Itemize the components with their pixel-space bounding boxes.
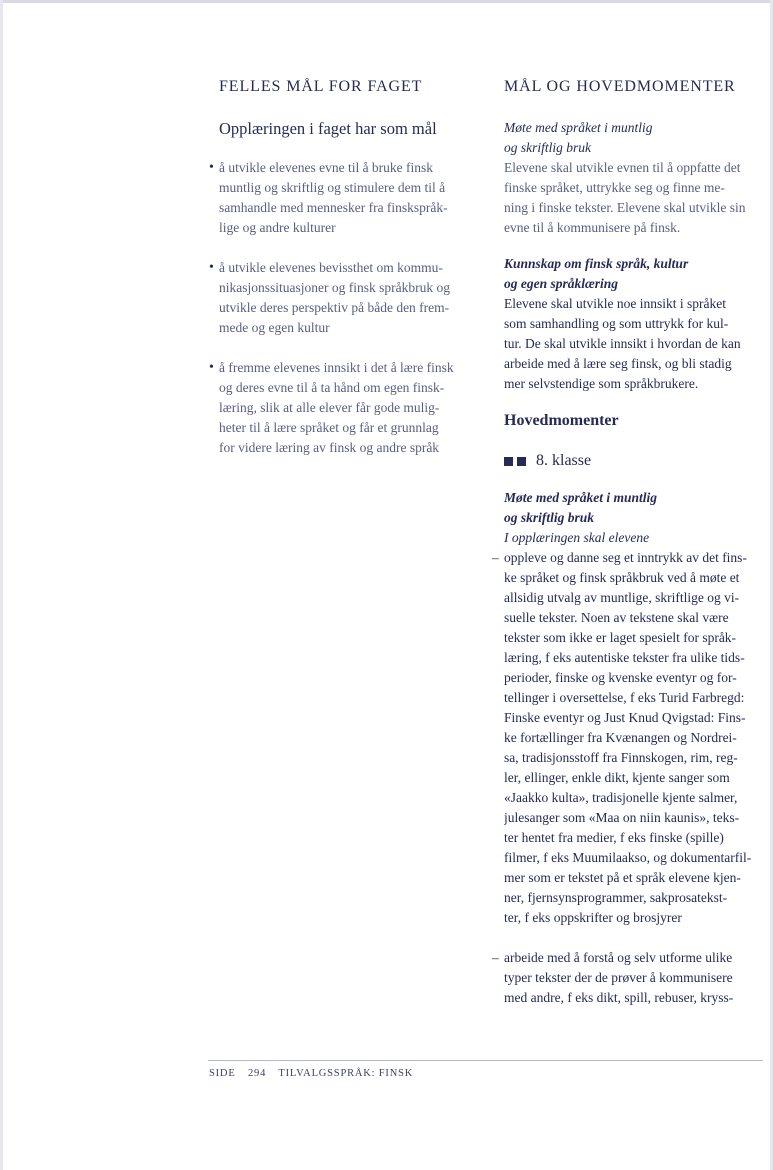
text-line: mer som er tekstet på et språk elevene kjen- <box>504 870 741 885</box>
goal-language-knowledge <box>504 254 759 394</box>
dash-list-item <box>492 548 759 928</box>
footer-subject: TILVALGSSPRÅK: FINSK <box>278 1068 414 1079</box>
intro-heading: Opplæringen i faget har som mål <box>219 119 437 138</box>
text-line: lige og andre kulturer <box>219 220 336 235</box>
text-line: mer selvstendige som språkbrukere. <box>504 376 699 391</box>
dash-list-item <box>492 948 759 1008</box>
goal-title: og egen språklæring <box>504 276 619 291</box>
footer-rule <box>208 1060 763 1061</box>
goal-bullet-list <box>209 158 477 458</box>
square-bullet-icon <box>504 457 513 466</box>
text-line: arbeide med å lære seg finsk, og bli stadig <box>504 356 732 371</box>
text-line: ke språket og finsk språkbruk ved å møte et <box>504 570 740 585</box>
section-heading-felles-mal: FELLES MÅL FOR FAGET <box>219 78 423 95</box>
text-line: suelle tekster. Noen av tekstene skal være <box>504 610 729 625</box>
moment-title: og skriftlig bruk <box>504 510 595 525</box>
text-line: ter, f eks oppskrifter og brosjyrer <box>504 910 682 925</box>
right-column <box>492 76 759 1028</box>
goal-oral-written <box>504 118 759 238</box>
text-line: Elevene skal utvikle evnen til å oppfatte det <box>504 160 741 175</box>
text-line: tekster som ikke er laget spesielt for språk- <box>504 630 737 645</box>
left-page-edge <box>0 0 3 1170</box>
text-line: allsidig utvalg av muntlige, skriftlige og vi- <box>504 590 740 605</box>
text-line: å utvikle elevenes bevissthet om kommu- <box>219 260 443 275</box>
grade-label: 8. klasse <box>536 452 592 469</box>
text-line: «Jaakko kulta», tradisjonelle kjente salmer, <box>504 790 738 805</box>
text-line: samhandle med mennesker fra finskspråk- <box>219 200 448 215</box>
hovedmomenter-heading: Hovedmomenter <box>504 412 619 429</box>
text-line: ler, ellinger, enkle dikt, kjente sanger som <box>504 770 730 785</box>
text-line: som samhandling og som uttrykk for kul- <box>504 316 729 331</box>
text-line: julesanger som «Maa on niin kaunis», teks- <box>504 810 740 825</box>
text-line: ter hentet fra medier, f eks finske (spille) <box>504 830 724 845</box>
grade-heading <box>504 450 759 472</box>
text-line: muntlig og skriftlig og stimulere dem til å <box>219 180 446 195</box>
text-line: utvikle deres perspektiv på både den frem- <box>219 300 450 315</box>
text-line: arbeide med å forstå og selv utforme ulike <box>504 950 733 965</box>
section-heading-mal-og-hovedmomenter: MÅL OG HOVEDMOMENTER <box>504 78 736 95</box>
top-border <box>0 0 773 3</box>
text-line: mede og egen kultur <box>219 320 330 335</box>
text-line: filmer, f eks Muumilaakso, og dokumentarfil- <box>504 850 752 865</box>
bullet-icon: • <box>209 260 214 275</box>
goal-bullet <box>209 358 477 458</box>
text-line: evne til å kommunisere på finsk. <box>504 220 681 235</box>
left-column <box>209 76 477 478</box>
bullet-icon: • <box>209 360 214 375</box>
text-line: perioder, finske og kvenske eventyr og for- <box>504 670 737 685</box>
text-line: læring, slik at alle elever får gode mulig- <box>219 400 440 415</box>
text-line: med andre, f eks dikt, spill, rebuser, kryss- <box>504 990 734 1005</box>
text-line: oppleve og danne seg et inntrykk av det fins- <box>504 550 747 565</box>
text-line: ning i finske tekster. Elevene skal utvikle sin <box>504 200 746 215</box>
moment-intro: I opplæringen skal elevene <box>504 530 650 545</box>
page-footer <box>209 1068 422 1079</box>
text-line: Finske eventyr og Just Knud Qvigstad: Fins- <box>504 710 746 725</box>
text-line: nikasjonssituasjoner og finsk språkbruk og <box>219 280 450 295</box>
text-line: sa, tradisjonsstoff fra Finnskogen, rim, reg- <box>504 750 738 765</box>
text-line: for videre læring av finsk og andre språk <box>219 440 440 455</box>
text-line: Elevene skal utvikle noe innsikt i språket <box>504 296 726 311</box>
goal-bullet <box>209 158 477 238</box>
goal-title: Kunnskap om finsk språk, kultur <box>504 256 689 271</box>
page-number: 294 <box>247 1068 267 1079</box>
text-line: ke fortællinger fra Kvænangen og Nordrei- <box>504 730 737 745</box>
text-line: og deres evne til å ta hånd om egen finsk- <box>219 380 445 395</box>
square-bullet-icon <box>517 457 526 466</box>
dash-bullet-icon: – <box>492 550 499 565</box>
text-line: heter til å lære språket og får et grunnlag <box>219 420 439 435</box>
goal-bullet <box>209 258 477 338</box>
footer-side-label: SIDE <box>209 1068 236 1079</box>
text-line: å fremme elevenes innsikt i det å lære finsk <box>219 360 454 375</box>
text-line: tur. De skal utvikle innsikt i hvordan de kan <box>504 336 741 351</box>
goal-title: Møte med språket i muntlig <box>504 120 653 135</box>
text-line: å utvikle elevenes evne til å bruke finsk <box>219 160 434 175</box>
text-line: ner, fjernsynsprogrammer, sakprosatekst- <box>504 890 728 905</box>
text-line: tellinger i oversettelse, f eks Turid Farbregd: <box>504 690 745 705</box>
text-line: finske språket, uttrykke seg og finne me- <box>504 180 725 195</box>
bullet-icon: • <box>209 160 214 175</box>
text-line: typer tekster der de prøver å kommunisere <box>504 970 733 985</box>
text-line: læring, f eks autentiske tekster fra ulike tids- <box>504 650 745 665</box>
goal-title: og skriftlig bruk <box>504 140 591 155</box>
dash-bullet-icon: – <box>492 950 499 965</box>
moment-title: Møte med språket i muntlig <box>504 490 658 505</box>
